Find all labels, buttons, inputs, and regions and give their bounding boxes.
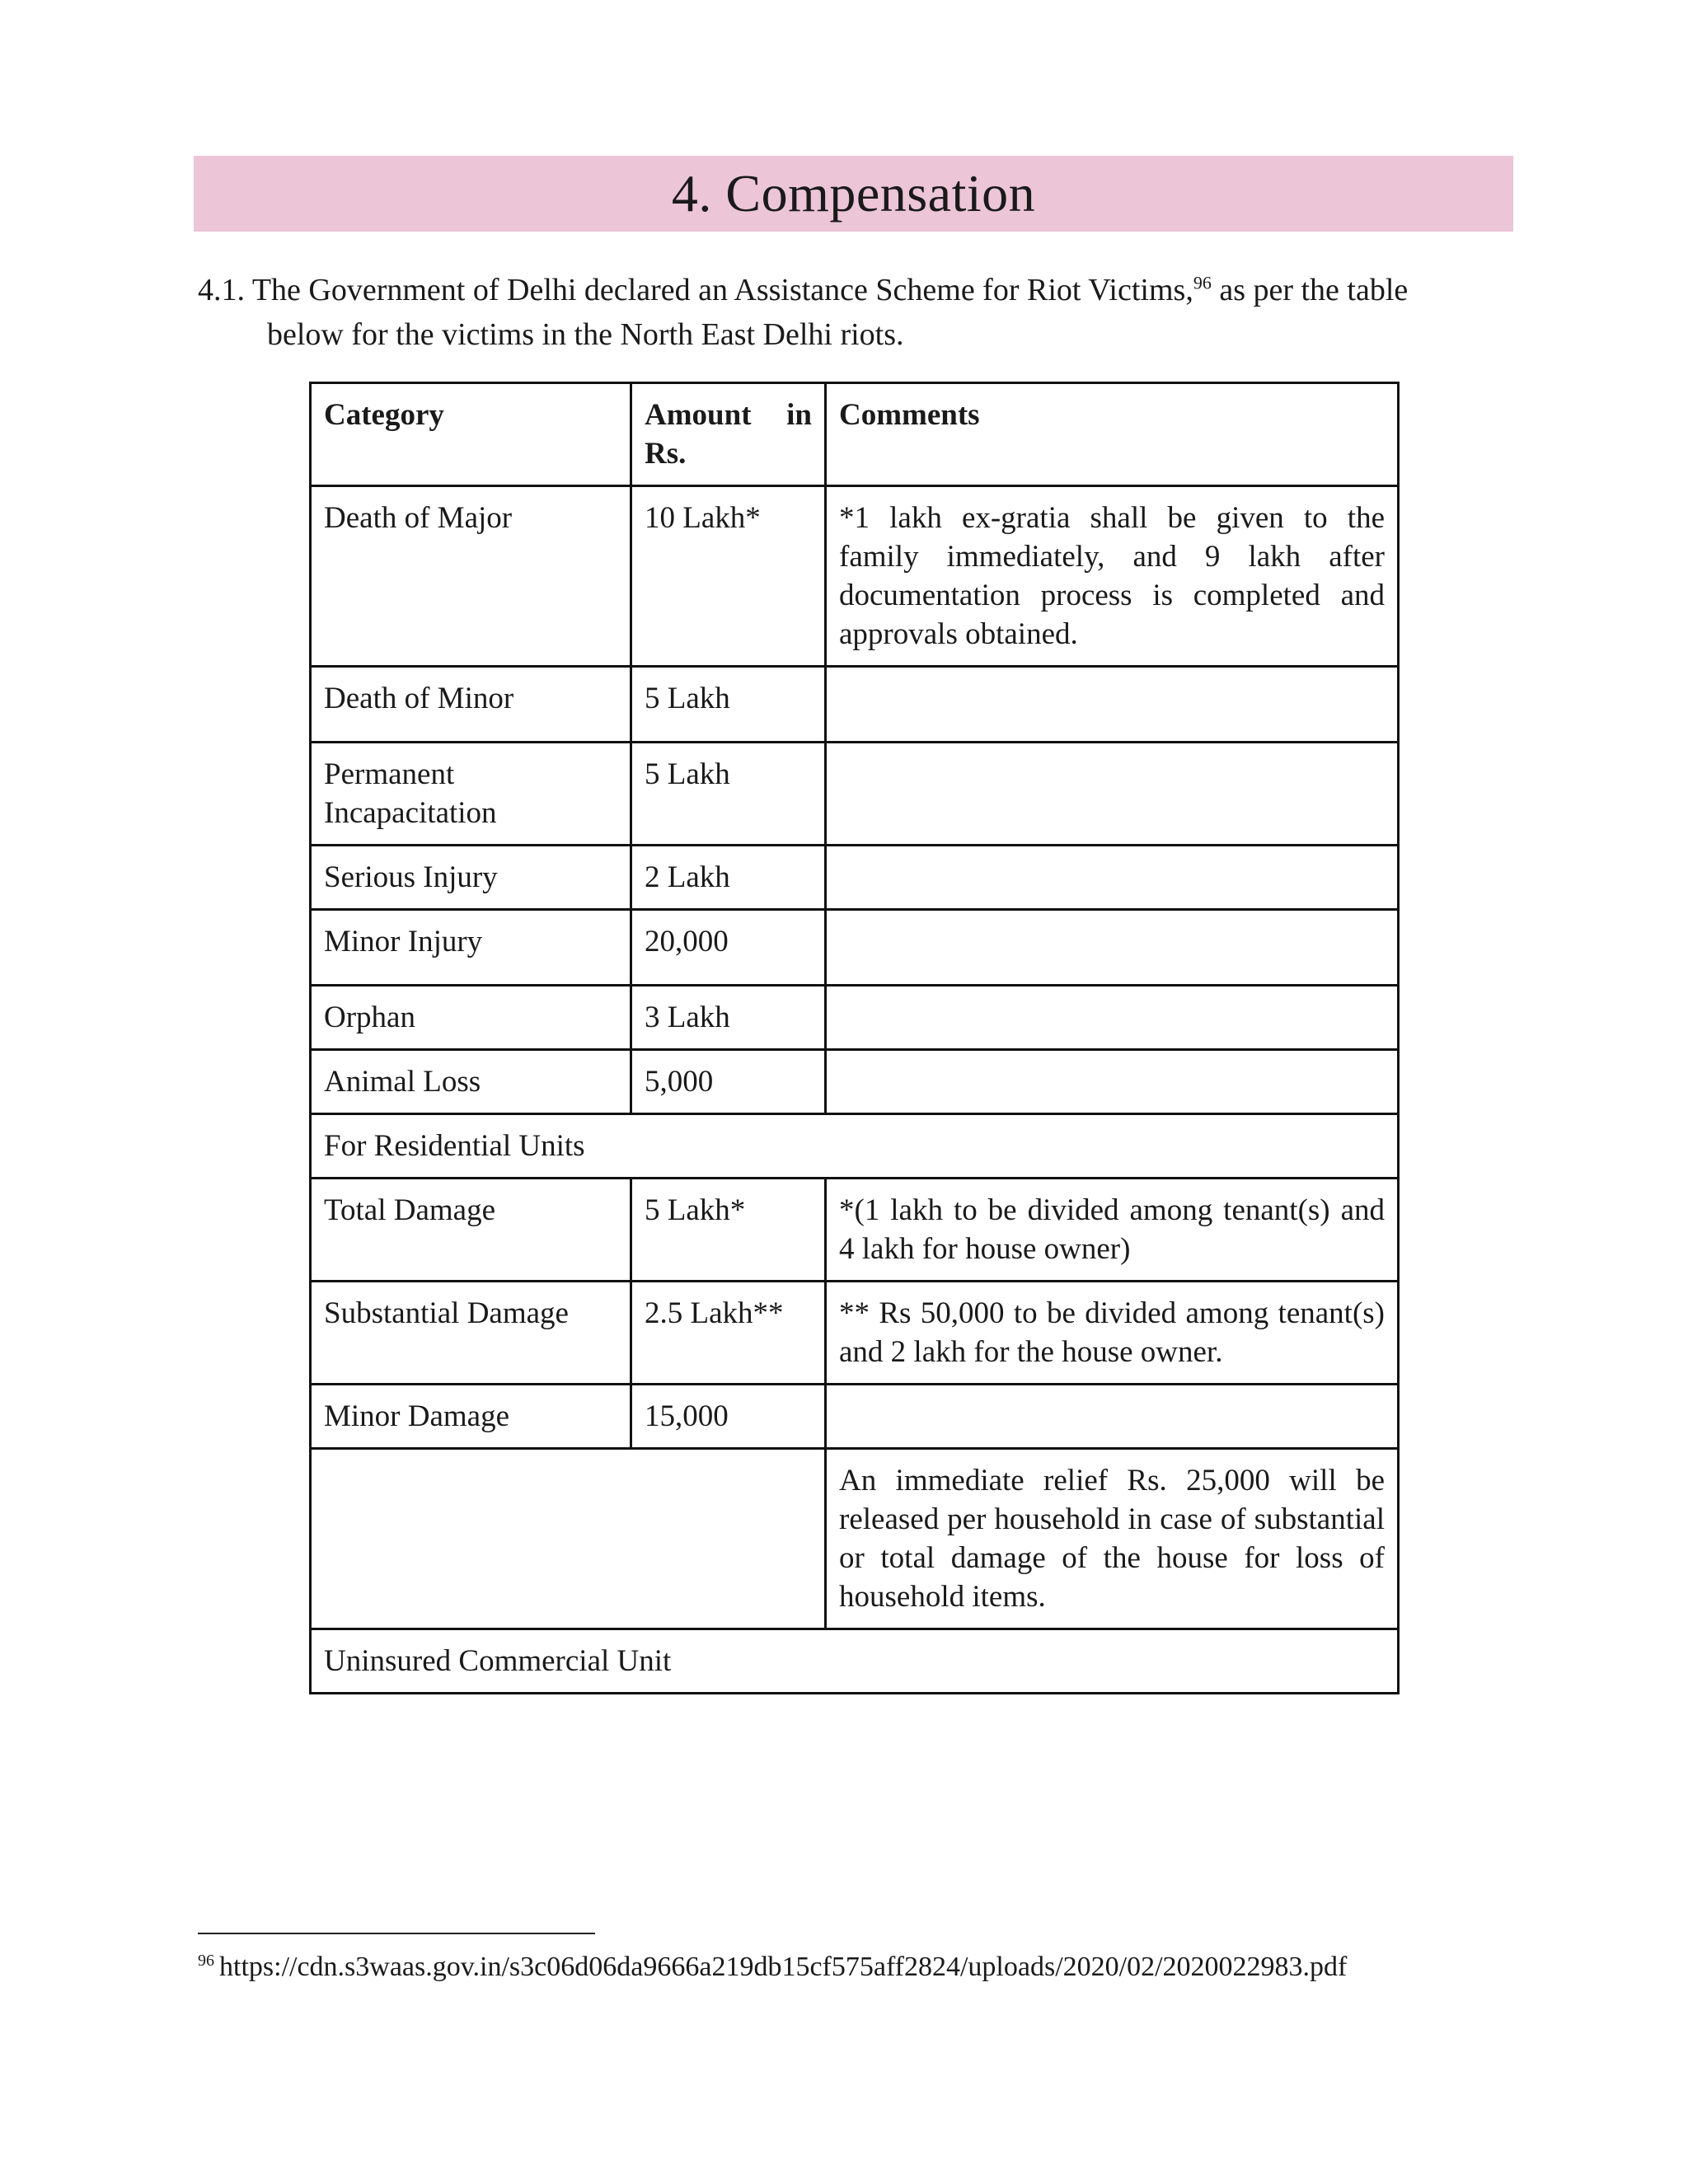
cell-amount: 5 Lakh*	[631, 1179, 826, 1282]
cell-category: Minor Injury	[311, 910, 631, 986]
compensation-table	[309, 382, 1400, 1694]
cell-amount: 5 Lakh	[631, 743, 826, 846]
cell-category: Orphan	[311, 986, 631, 1050]
section-heading-band	[194, 156, 1513, 232]
header-amount: Amount in Rs.	[631, 383, 826, 486]
cell-comments	[826, 743, 1399, 846]
section-label-residential: For Residential Units	[311, 1114, 1399, 1179]
cell-category: Total Damage	[311, 1179, 631, 1282]
cell-amount: 5 Lakh	[631, 667, 826, 743]
paragraph-number: 4.1.	[198, 273, 245, 307]
table-row	[311, 986, 1399, 1050]
header-category: Category	[311, 383, 631, 486]
cell-category: Death of Minor	[311, 667, 631, 743]
table-header-row	[311, 383, 1399, 486]
section-row-commercial	[311, 1629, 1399, 1694]
cell-amount: 2 Lakh	[631, 846, 826, 910]
cell-comments	[826, 846, 1399, 910]
footnote-divider	[198, 1933, 595, 1934]
relief-empty-cell	[311, 1449, 826, 1629]
table-row	[311, 846, 1399, 910]
cell-comments	[826, 1385, 1399, 1449]
cell-amount: 5,000	[631, 1050, 826, 1114]
cell-amount: 20,000	[631, 910, 826, 986]
cell-category: Substantial Damage	[311, 1282, 631, 1385]
intro-text: The Government of Delhi declared an Assistance Scheme for Riot Victims,	[251, 273, 1193, 307]
table-row	[311, 667, 1399, 743]
relief-note-row	[311, 1449, 1399, 1629]
footnote-url[interactable]: https://cdn.s3waas.gov.in/s3c06d06da9666a219db15cf575aff2824/uploads/2020/02/2020022983.pdf	[219, 1952, 1348, 1982]
cell-comments	[826, 986, 1399, 1050]
cell-comments	[826, 1050, 1399, 1114]
cell-category: Death of Major	[311, 486, 631, 667]
table-row	[311, 486, 1399, 667]
footnote-number: 96	[198, 1951, 214, 1970]
cell-category: Permanent Incapacitation	[311, 743, 631, 846]
cell-comments: *(1 lakh to be divided among tenant(s) and 4 lakh for house owner)	[826, 1179, 1399, 1282]
intro-paragraph	[198, 268, 1513, 357]
cell-amount: 2.5 Lakh**	[631, 1282, 826, 1385]
table-row	[311, 743, 1399, 846]
cell-comments: ** Rs 50,000 to be divided among tenant(s) and 2 lakh for the house owner.	[826, 1282, 1399, 1385]
cell-comments	[826, 910, 1399, 986]
cell-amount: 10 Lakh*	[631, 486, 826, 667]
table-row	[311, 1179, 1399, 1282]
cell-category: Serious Injury	[311, 846, 631, 910]
intro-text-line2: below for the victims in the North East Delhi riots.	[267, 317, 904, 352]
footnote	[198, 1949, 1347, 1985]
section-row-residential	[311, 1114, 1399, 1179]
cell-amount: 15,000	[631, 1385, 826, 1449]
table-row	[311, 910, 1399, 986]
page-title: 4. Compensation	[671, 164, 1036, 223]
cell-category: Animal Loss	[311, 1050, 631, 1114]
cell-comments: *1 lakh ex-gratia shall be given to the family immediately, and 9 lakh after documentation process is completed and approvals obtained.	[826, 486, 1399, 667]
table-row	[311, 1385, 1399, 1449]
intro-text-cont: as per the table	[1211, 273, 1409, 307]
cell-category: Minor Damage	[311, 1385, 631, 1449]
relief-note: An immediate relief Rs. 25,000 will be released per household in case of substantial or total damage of the house for loss of household items.	[826, 1449, 1399, 1629]
table-row	[311, 1282, 1399, 1385]
footnote-ref[interactable]: 96	[1193, 272, 1212, 293]
header-comments: Comments	[826, 383, 1399, 486]
cell-comments	[826, 667, 1399, 743]
cell-amount: 3 Lakh	[631, 986, 826, 1050]
section-label-commercial: Uninsured Commercial Unit	[311, 1629, 1399, 1694]
table-row	[311, 1050, 1399, 1114]
